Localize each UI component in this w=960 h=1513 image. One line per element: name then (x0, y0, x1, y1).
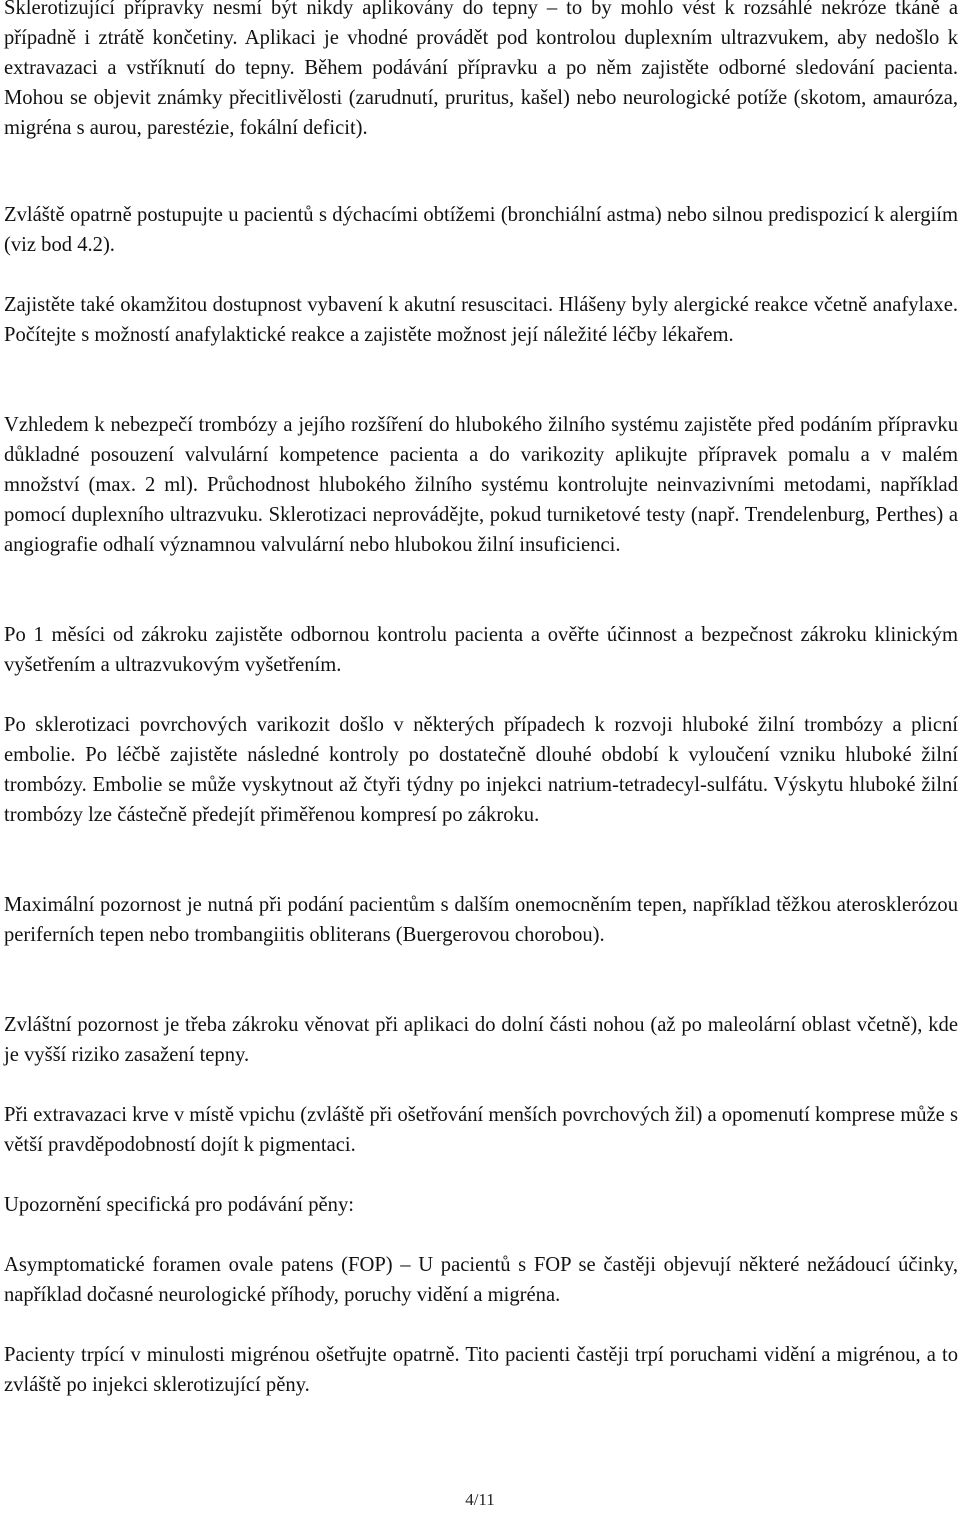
paragraph-fop: Asymptomatické foramen ovale patens (FOP) – U pacientů s FOP se častěji objevují některé nežádoucí účinky, například dočasné neurologické příhody, poruchy vidění a migréna. (4, 1254, 958, 1306)
paragraph-thrombosis-risk: Vzhledem k nebezpečí trombózy a jejího rozšíření do hlubokého žilního systému zajistěte před podáním přípravku důkladné posouzení valvulární kompetence pacienta a do varikozity aplikujte přípravek pomalu a v malém množství (max. 2 ml). Průchodnost hlubokého žilního systému kontrolujte neinvazivními metodami, například pomocí duplexního ultrazvuku. Sklerotizaci neprovádějte, pokud turniketové testy (např. Trendelenburg, Perthes) a angiografie odhalí významnou valvulární nebo hlubokou žilní insuficienci. (4, 414, 958, 556)
paragraph-resuscitation: Zajistěte také okamžitou dostupnost vybavení k akutní resuscitaci. Hlášeny byly alergické reakce včetně anafylaxe. Počítejte s možností anafylaktické reakce a zajistěte možnost její náležité léčby lékařem. (4, 294, 958, 346)
paragraph-embolism: Po sklerotizaci povrchových varikozit došlo v některých případech k rozvoji hluboké žilní trombózy a plicní embolie. Po léčbě zajistěte následné kontroly po dostatečně dlouhé období k vyloučení vzniku hluboké žilní trombózy. Embolie se může vyskytnout až čtyři týdny po injekci natrium-tetradecyl-sulfátu. Výskytu hluboké žilní trombózy lze částečně předejít přiměřenou kompresí po zákroku. (4, 714, 958, 826)
paragraph-respiratory-caution: Zvláště opatrně postupujte u pacientů s dýchacími obtížemi (bronchiální astma) nebo silnou predispozicí k alergiím (viz bod 4.2). (4, 204, 958, 256)
page-number: 4/11 (465, 1490, 495, 1509)
paragraph-arterial-disease: Maximální pozornost je nutná při podání pacientům s dalším onemocněním tepen, například těžkou aterosklerózou periferních tepen nebo trombangiitis obliterans (Buergerovou chorobou). (4, 894, 958, 946)
paragraph-lower-leg: Zvláštní pozornost je třeba zákroku věnovat při aplikaci do dolní části nohou (až po maleolární oblast včetně), kde je vyšší riziko zasažení tepny. (4, 1014, 958, 1066)
paragraph-migraine: Pacienty trpící v minulosti migrénou ošetřujte opatrně. Tito pacienti častěji trpí poruchami vidění a migrénou, a to zvláště po injekci sklerotizující pěny. (4, 1344, 958, 1396)
paragraph-arterial-warning: Sklerotizující přípravky nesmí být nikdy aplikovány do tepny – to by mohlo vést k rozsáhlé nekróze tkáně a případně i ztrátě končetiny. Aplikaci je vhodné provádět pod kontrolou duplexním ultrazvukem, aby nedošlo k extravazaci a vstříknutí do tepny. Během podávání přípravku a po něm zajistěte odborné sledování pacienta. Mohou se objevit známky přecitlivělosti (zarudnutí, pruritus, kašel) nebo neurologické potíže (skotom, amauróza, migréna s aurou, parestézie, fokální deficit). (4, 0, 958, 139)
paragraph-follow-up: Po 1 měsíci od zákroku zajistěte odbornou kontrolu pacienta a ověřte účinnost a bezpečnost zákroku klinickým vyšetřením a ultrazvukovým vyšetřením. (4, 624, 958, 676)
section-heading-foam: Upozornění specifická pro podávání pěny: (4, 1194, 354, 1216)
paragraph-pigmentation: Při extravazaci krve v místě vpichu (zvláště při ošetřování menších povrchových žil) a opomenutí komprese může s větší pravděpodobností dojít k pigmentaci. (4, 1104, 958, 1156)
